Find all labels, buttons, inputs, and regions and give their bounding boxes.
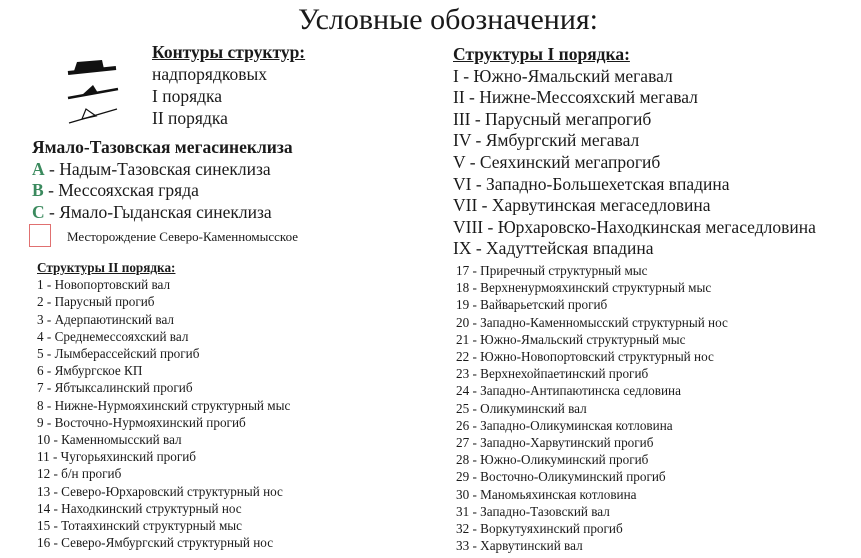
list-item: 16 - Северо-Ямбургский структурный нос <box>37 535 274 551</box>
list-item: 22 - Южно-Новопортовский структурный нос <box>456 349 714 365</box>
list-item: 4 - Среднемессояхский вал <box>37 328 189 344</box>
item-label: - Ямало-Гыданская синеклиза <box>44 201 272 222</box>
contour-symbols <box>60 58 130 130</box>
list-item: 5 - Лымберассейский прогиб <box>37 346 200 362</box>
megasyneclise-item <box>32 202 293 224</box>
list-item: VI - Западно-Большехетская впадина <box>453 173 730 194</box>
list-item: 2 - Парусный прогиб <box>37 294 155 310</box>
list-item: 20 - Западно-Каменномысский структурный нос <box>456 314 728 330</box>
list-item: 21 - Южно-Ямальский структурный мыс <box>456 331 686 347</box>
list-item: 19 - Вайварьетский прогиб <box>456 297 608 313</box>
list-item: 18 - Верхненурмояхинский структурный мыс <box>456 280 712 296</box>
list-item: 29 - Восточно-Оликуминский прогиб <box>456 469 666 485</box>
list-item: 24 - Западно-Антипаютинска седловина <box>456 383 681 399</box>
list-item: 6 - Ямбургское КП <box>37 363 143 379</box>
megasyneclise-item <box>32 159 293 181</box>
list-item: II - Нижне-Мессояхский мегавал <box>453 87 698 108</box>
list-item: 26 - Западно-Оликуминская котловина <box>456 417 673 433</box>
order2-list-right <box>456 262 728 554</box>
list-item: 15 - Тотаяхинский структурный мыс <box>37 518 243 534</box>
order1-list <box>453 44 816 260</box>
deposit-outline-icon <box>29 224 51 247</box>
list-item: VIII - Юрхаровско-Находкинская мегаседловина <box>453 216 816 237</box>
megasyneclise-item <box>32 180 293 202</box>
contours-header: Контуры структур: <box>152 42 306 62</box>
order2-list-left <box>37 259 290 551</box>
item-letter: B <box>32 180 44 200</box>
list-item: 11 - Чугорьяхинский прогиб <box>37 449 196 465</box>
order1-header: Структуры I порядка: <box>453 44 630 64</box>
list-item: 32 - Воркутуяхинский прогиб <box>456 521 623 537</box>
list-item: 31 - Западно-Тазовский вал <box>456 503 610 519</box>
list-item: V - Сеяхинский мегапрогиб <box>453 151 661 172</box>
item-label: - Мессояхская гряда <box>43 180 199 200</box>
list-item: IX - Хадуттейская впадина <box>453 238 654 259</box>
list-item: 17 - Приречный структурный мыс <box>456 263 648 278</box>
megasyneclise-legend <box>32 137 293 223</box>
list-item: VII - Харвутинская мегаседловина <box>453 195 711 216</box>
list-item: 13 - Северо-Юрхаровский структурный нос <box>37 483 283 499</box>
list-item: 10 - Каменномысский вал <box>37 432 182 448</box>
list-item: 28 - Южно-Оликуминский прогиб <box>456 452 649 468</box>
item-letter: A <box>32 158 45 179</box>
list-item: 30 - Маномьяхинская котловина <box>456 486 637 502</box>
contour-label: I порядка <box>152 86 223 106</box>
list-item: 23 - Верхнехойпаетинский прогиб <box>456 366 649 382</box>
list-item: IV - Ямбургский мегавал <box>453 130 640 151</box>
list-item: 14 - Находкинский структурный нос <box>37 500 242 516</box>
item-label: - Надым-Тазовская синеклиза <box>44 158 271 179</box>
contours-legend <box>152 41 305 129</box>
open-triangle-contour-icon <box>69 109 117 123</box>
legend-title: Условные обозначения: <box>297 3 599 36</box>
list-item: 25 - Оликуминский вал <box>456 400 587 416</box>
list-item: 3 - Адерпаютинский вал <box>37 311 175 327</box>
contour-label: II порядка <box>152 108 228 128</box>
list-item: 8 - Нижне-Нурмояхинский структурный мыс <box>37 397 291 413</box>
list-item: 9 - Восточно-Нурмояхинский прогиб <box>37 414 246 430</box>
list-item: 7 - Ябтыксалинский прогиб <box>37 380 193 396</box>
list-item: III - Парусный мегапрогиб <box>453 108 652 129</box>
thick-contour-line-icon <box>68 60 116 73</box>
contour-label: надпорядковых <box>152 64 267 84</box>
megasyneclise-header: Ямало-Тазовская мегасинеклиза <box>32 137 293 157</box>
list-item: 1 - Новопортовский вал <box>37 277 171 293</box>
list-item: I - Южно-Ямальский мегавал <box>453 65 673 86</box>
item-letter: C <box>32 201 45 222</box>
list-item: 27 - Западно-Харвутинский прогиб <box>456 435 654 451</box>
deposit-label: Месторождение Северо-Каменномысское <box>67 229 299 244</box>
filled-triangle-contour-icon <box>68 85 118 98</box>
list-item: 33 - Харвутинский вал <box>456 538 583 554</box>
list-item: 12 - б/н прогиб <box>37 466 122 482</box>
order2-header: Структуры II порядка: <box>37 260 176 275</box>
